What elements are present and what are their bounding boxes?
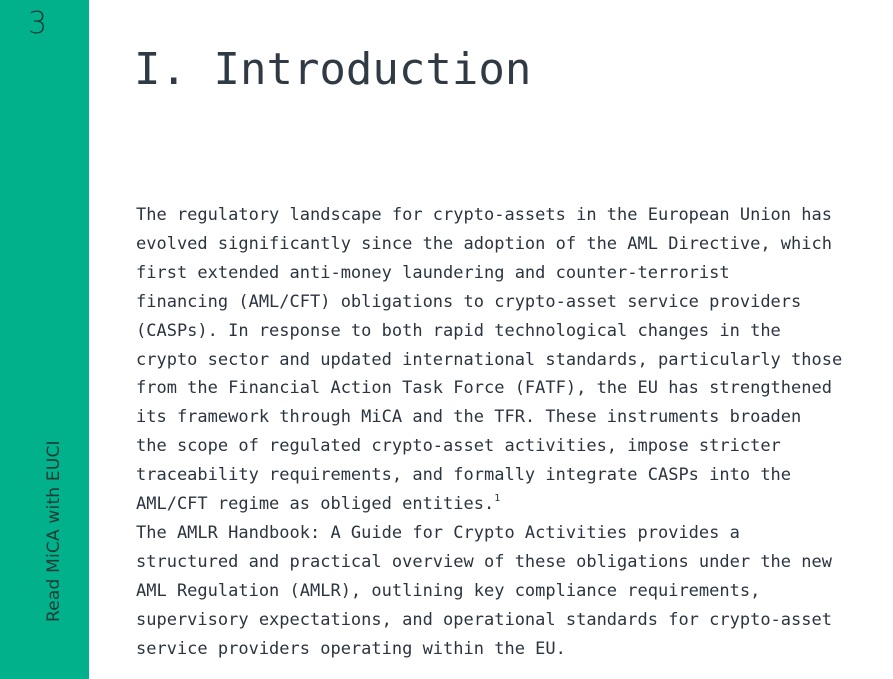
- text-line: financing (AML/CFT) obligations to crypto-asset service providers: [136, 291, 802, 312]
- sidebar: [0, 0, 89, 679]
- text-line: AML Regulation (AMLR), outlining key compliance requirements,: [136, 580, 761, 601]
- text-line: service providers operating within the EU.: [136, 638, 566, 659]
- text-line: AML/CFT regime as obliged entities.: [136, 494, 495, 515]
- sidebar-label: Read MiCA with EUCI: [44, 440, 64, 622]
- paragraph-1: [136, 201, 851, 519]
- text-line-last: [136, 490, 851, 519]
- text-line: the scope of regulated crypto-asset activities, impose stricter: [136, 436, 781, 457]
- text-line: The regulatory landscape for crypto-assets in the European Union has: [136, 205, 832, 225]
- text-line: crypto sector and updated international standards, particularly those: [136, 349, 843, 370]
- text-line: traceability requirements, and formally integrate CASPs into the: [136, 465, 792, 486]
- section-title: I. Introduction: [134, 44, 532, 95]
- text-line: first extended anti-money laundering and counter-terrorist: [136, 262, 730, 283]
- body-text: [136, 201, 851, 664]
- page-number: 3: [28, 6, 48, 41]
- text-line: The AMLR Handbook: A Guide for Crypto Activities provides a: [136, 522, 740, 543]
- text-line: structured and practical overview of these obligations under the new: [136, 551, 832, 572]
- paragraph-2: [136, 519, 851, 664]
- text-line: supervisory expectations, and operational standards for crypto-asset: [136, 609, 832, 630]
- text-line: its framework through MiCA and the TFR. These instruments broaden: [136, 407, 802, 428]
- text-line: (CASPs). In response to both rapid technological changes in the: [136, 320, 781, 341]
- footnote-reference[interactable]: 1: [494, 493, 501, 505]
- text-line: from the Financial Action Task Force (FATF), the EU has strengthened: [136, 378, 832, 399]
- text-line: evolved significantly since the adoption of the AML Directive, which: [136, 233, 832, 254]
